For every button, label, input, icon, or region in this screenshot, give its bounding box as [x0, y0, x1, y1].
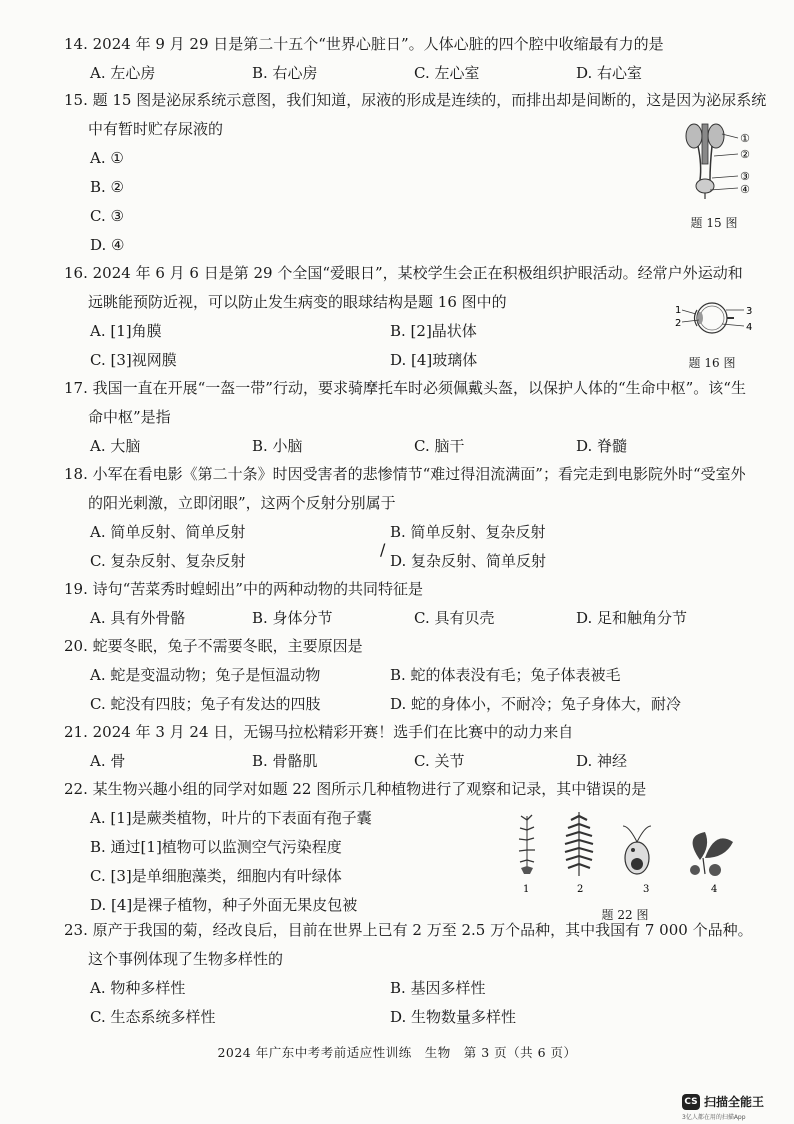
label-1: 1: [675, 305, 682, 316]
option-c: C. [3]是单细胞藻类，细胞内有叶绿体: [90, 867, 342, 885]
eyeball-diagram: [672, 300, 762, 336]
option-a: A. ①: [90, 149, 124, 167]
option-b: B. 右心房: [252, 64, 318, 82]
option-c: C. 复杂反射、复杂反射: [90, 552, 246, 570]
question-stem: 14. 2024 年 9 月 29 日是第二十五个“世界心脏日”。人体心脏的四个腔中收缩最有力的是: [64, 35, 664, 53]
question-stem: 16. 2024 年 6 月 6 日是第 29 个全国“爱眼日”，某校学生会正在积极组织护眼活动。经常户外运动和远眺能预防近视，可以防止发生病变的眼球结构是题 16 图中的: [64, 264, 743, 311]
label-1: ①: [740, 132, 750, 145]
question-stem: 22. 某生物兴趣小组的同学对如题 22 图所示几种植物进行了观察和记录，其中错误的是: [64, 780, 647, 798]
question-21: [64, 718, 754, 776]
question-19: [64, 575, 754, 633]
option-a: A. 简单反射、简单反射: [90, 523, 246, 541]
option-a: A. 骨: [90, 752, 126, 770]
option-b: B. [2]晶状体: [390, 322, 477, 340]
plant-1-moss: [519, 815, 535, 874]
label-1: 1: [523, 884, 530, 895]
option-c: C. ③: [90, 207, 124, 225]
option-c: C. 关节: [414, 752, 465, 770]
option-c: C. 左心室: [414, 64, 480, 82]
figure-15: [676, 120, 766, 230]
option-d: D. 生物数量多样性: [390, 1008, 517, 1026]
scanner-name: 扫描全能王: [704, 1095, 765, 1109]
plants-diagram: [505, 806, 745, 896]
label-4: ④: [740, 183, 750, 196]
option-b: B. 骨骼肌: [252, 752, 318, 770]
figure-caption: 题 22 图: [601, 908, 649, 922]
question-16: [64, 259, 754, 375]
option-a: A. 具有外骨骼: [90, 609, 186, 627]
label-2: ②: [740, 148, 750, 161]
question-23: [64, 916, 754, 1032]
option-b: B. ②: [90, 178, 125, 196]
question-stem: 18. 小军在看电影《第二十条》时因受害者的悲惨情节“难过得泪流满面”；看完走到电影院外时“受室外的阳光刺激，立即闭眼”，这两个反射分别属于: [64, 465, 746, 512]
question-15: [64, 86, 767, 260]
scanner-tagline: 3亿人都在用的扫描App: [682, 1114, 746, 1121]
plant-2-fern: [565, 812, 593, 876]
question-stem: 15. 题 15 图是泌尿系统示意图，我们知道，尿液的形成是连续的，而排出却是间断的，这是因为泌尿系统中有暂时贮存尿液的: [64, 91, 767, 138]
option-a: A. 大脑: [90, 437, 141, 455]
question-stem: 21. 2024 年 3 月 24 日，无锡马拉松精彩开赛！选手们在比赛中的动力来自: [64, 723, 574, 741]
pen-mark: /: [380, 540, 386, 559]
option-d: D. 蛇的身体小，不耐冷；兔子身体大，耐冷: [390, 695, 682, 713]
option-a: A. 蛇是变温动物；兔子是恒温动物: [90, 666, 321, 684]
scanner-watermark: [682, 1093, 764, 1110]
figure-caption: 题 16 图: [688, 356, 736, 370]
option-d: D. ④: [90, 236, 125, 254]
option-d: D. 脊髓: [576, 437, 628, 455]
option-c: C. 具有贝壳: [414, 609, 495, 627]
option-b: B. 小脑: [252, 437, 303, 455]
question-stem: 20. 蛇要冬眠，兔子不需要冬眠，主要原因是: [64, 637, 363, 655]
question-17: [64, 374, 754, 461]
option-d: D. 足和触角分节: [576, 609, 688, 627]
option-b: B. 通过[1]植物可以监测空气污染程度: [90, 838, 342, 856]
option-d: D. [4]是裸子植物，种子外面无果皮包被: [90, 896, 358, 914]
option-c: C. [3]视网膜: [90, 351, 177, 369]
option-c: C. 脑干: [414, 437, 465, 455]
figure-22: [505, 806, 745, 922]
label-2: 2: [577, 884, 584, 895]
option-d: D. 复杂反射、简单反射: [390, 552, 547, 570]
label-3: 3: [746, 306, 753, 317]
option-a: A. [1]角膜: [90, 322, 162, 340]
option-a: A. [1]是蕨类植物，叶片的下表面有孢子囊: [90, 809, 372, 827]
question-20: [64, 632, 754, 719]
option-a: A. 物种多样性: [90, 979, 186, 997]
question-stem: 17. 我国一直在开展“一盔一带”行动，要求骑摩托车时必须佩戴头盔，以保护人体的“生命中枢”。该“生命中枢”是指: [64, 379, 746, 426]
question-stem: 23. 原产于我国的菊，经改良后，目前在世界上已有 2 万至 2.5 万个品种，其中我国有 7 000 个品种。这个事例体现了生物多样性的: [64, 921, 753, 968]
option-b: B. 简单反射、复杂反射: [390, 523, 546, 541]
option-b: B. 身体分节: [252, 609, 333, 627]
page-footer: 2024 年广东中考考前适应性训练 生物 第 3 页（共 6 页）: [217, 1045, 577, 1060]
question-18: [64, 460, 754, 576]
option-d: D. 神经: [576, 752, 628, 770]
label-3: ③: [740, 170, 750, 183]
option-b: B. 蛇的体表没有毛；兔子体表被毛: [390, 666, 621, 684]
option-d: D. [4]玻璃体: [390, 351, 478, 369]
plant-3-alga: [623, 826, 651, 874]
figure-16: [672, 300, 762, 370]
option-b: B. 基因多样性: [390, 979, 486, 997]
plant-4-ginkgo: [690, 832, 733, 876]
label-4: 4: [711, 884, 718, 895]
label-2: 2: [675, 318, 682, 329]
option-d: D. 右心室: [576, 64, 643, 82]
question-stem: 19. 诗句“苦菜秀时蝗蚓出”中的两种动物的共同特征是: [64, 580, 423, 598]
label-3: 3: [643, 884, 650, 895]
scanner-logo-icon: CS: [682, 1094, 700, 1110]
option-c: C. 生态系统多样性: [90, 1008, 216, 1026]
option-a: A. 左心房: [90, 64, 156, 82]
question-14: [64, 30, 754, 88]
figure-caption: 题 15 图: [690, 216, 738, 230]
option-c: C. 蛇没有四肢；兔子有发达的四肢: [90, 695, 321, 713]
urinary-system-diagram: [676, 120, 766, 200]
label-4: 4: [746, 322, 753, 333]
